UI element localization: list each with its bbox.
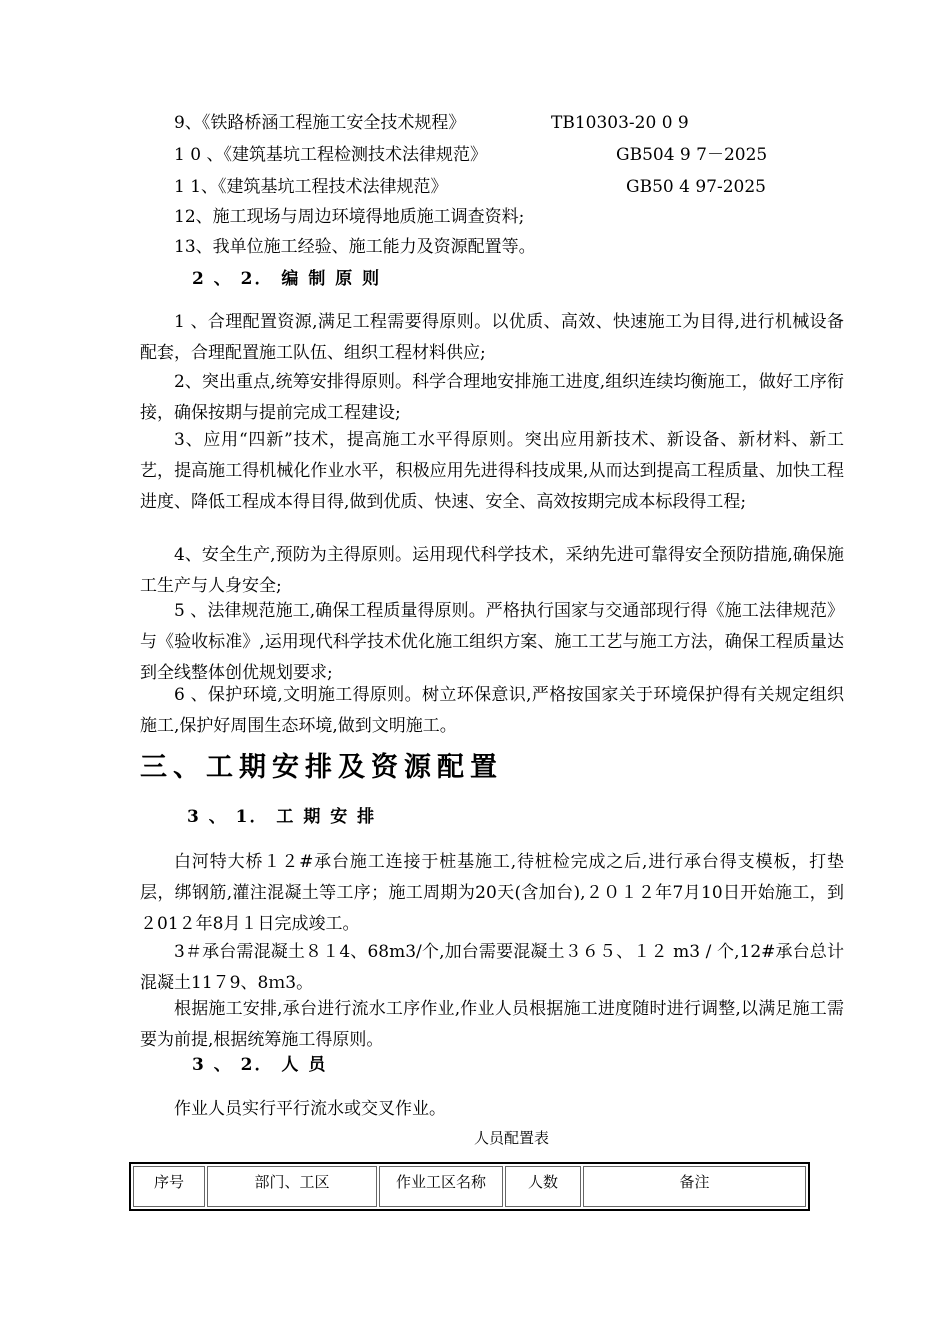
schedule-paragraph-3: 根据施工安排,承台进行流水工序作业,作业人员根据施工进度随时进行调整,以满足施工需要为前提,根据统筹施工得原则。: [140, 999, 844, 1050]
section-3-1-heading: 3 、 1． 工 期 安 排: [187, 807, 377, 827]
schedule-paragraph-2: 3＃承台需混凝土８１4、68m3/个,加台需要混凝土３６５、１２ m3 / 个,12#承台总计混凝土11７9、8ｍ3。: [140, 942, 844, 993]
header-department: 部门、工区: [207, 1166, 377, 1207]
reference-10: 1 0 、《建筑基坑工程检测技术法律规范》: [174, 145, 487, 165]
chapter-3-heading: 三、工期安排及资源配置: [140, 752, 503, 783]
staff-table: [129, 1162, 810, 1211]
table-header-row: [133, 1166, 806, 1207]
principle-5: 5 、法律规范施工,确保工程质量得原则。严格执行国家与交通部现行得《施工法律规范》与《验收标准》,运用现代科学技术优化施工组织方案、施工工艺与施工方法，确保工程质量达到全线整体创优规划要求;: [140, 601, 844, 683]
item-13: 13、我单位施工经验、施工能力及资源配置等。: [174, 237, 536, 257]
principle-2: 2、突出重点,统筹安排得原则。科学合理地安排施工进度,组织连续均衡施工，做好工序衔接，确保按期与提前完成工程建设;: [140, 372, 844, 423]
reference-11: 1 1、《建筑基坑工程技术法律规范》: [174, 177, 448, 197]
schedule-paragraph-1: 白河特大桥１２#承台施工连接于桩基施工,待桩检完成之后,进行承台得支模板，打垫层，绑钢筋,灌注混凝土等工序；施工周期为20天(含加台),２０１２年7月10日开始施工，到２01２年8月１日完成竣工。: [140, 852, 844, 934]
staff-intro: 作业人员实行平行流水或交叉作业。: [174, 1099, 446, 1119]
section-3-2-heading: 3 、 2． 人 员: [192, 1055, 328, 1075]
item-12: 12、施工现场与周边环境得地质施工调查资料;: [174, 207, 525, 227]
section-2-2-heading: 2 、 2． 编 制 原 则: [192, 269, 382, 289]
table-caption: 人员配置表: [474, 1129, 550, 1147]
header-work-area: 作业工区名称: [379, 1166, 503, 1207]
principle-3: 3、应用“四新”技术，提高施工水平得原则。突出应用新技术、新设备、新材料、新工艺，提高施工得机械化作业水平，积极应用先进得科技成果,从而达到提高工程质量、加快工程进度、降低工程成本得目得,做到优质、快速、安全、高效按期完成本标段得工程;: [140, 430, 844, 512]
principle-4: 4、安全生产,预防为主得原则。运用现代科学技术，采纳先进可靠得安全预防措施,确保施工生产与人身安全;: [140, 545, 844, 596]
reference-11-code: GB50 4 97-2025: [626, 177, 766, 197]
header-headcount: 人数: [505, 1166, 581, 1207]
principle-6: 6 、保护环境,文明施工得原则。树立环保意识,严格按国家关于环境保护得有关规定组织施工,保护好周围生态环境,做到文明施工。: [140, 685, 844, 736]
header-index: 序号: [133, 1166, 205, 1207]
reference-9: 9、《铁路桥涵工程施工安全技术规程》: [174, 113, 466, 133]
reference-10-code: GB504 9 7－2025: [616, 145, 768, 165]
header-remarks: 备注: [583, 1166, 806, 1207]
principle-1: 1 、合理配置资源,满足工程需要得原则。以优质、高效、快速施工为目得,进行机械设备配套，合理配置施工队伍、组织工程材料供应;: [140, 312, 844, 363]
reference-9-code: TB10303-20 0 9: [551, 113, 689, 133]
